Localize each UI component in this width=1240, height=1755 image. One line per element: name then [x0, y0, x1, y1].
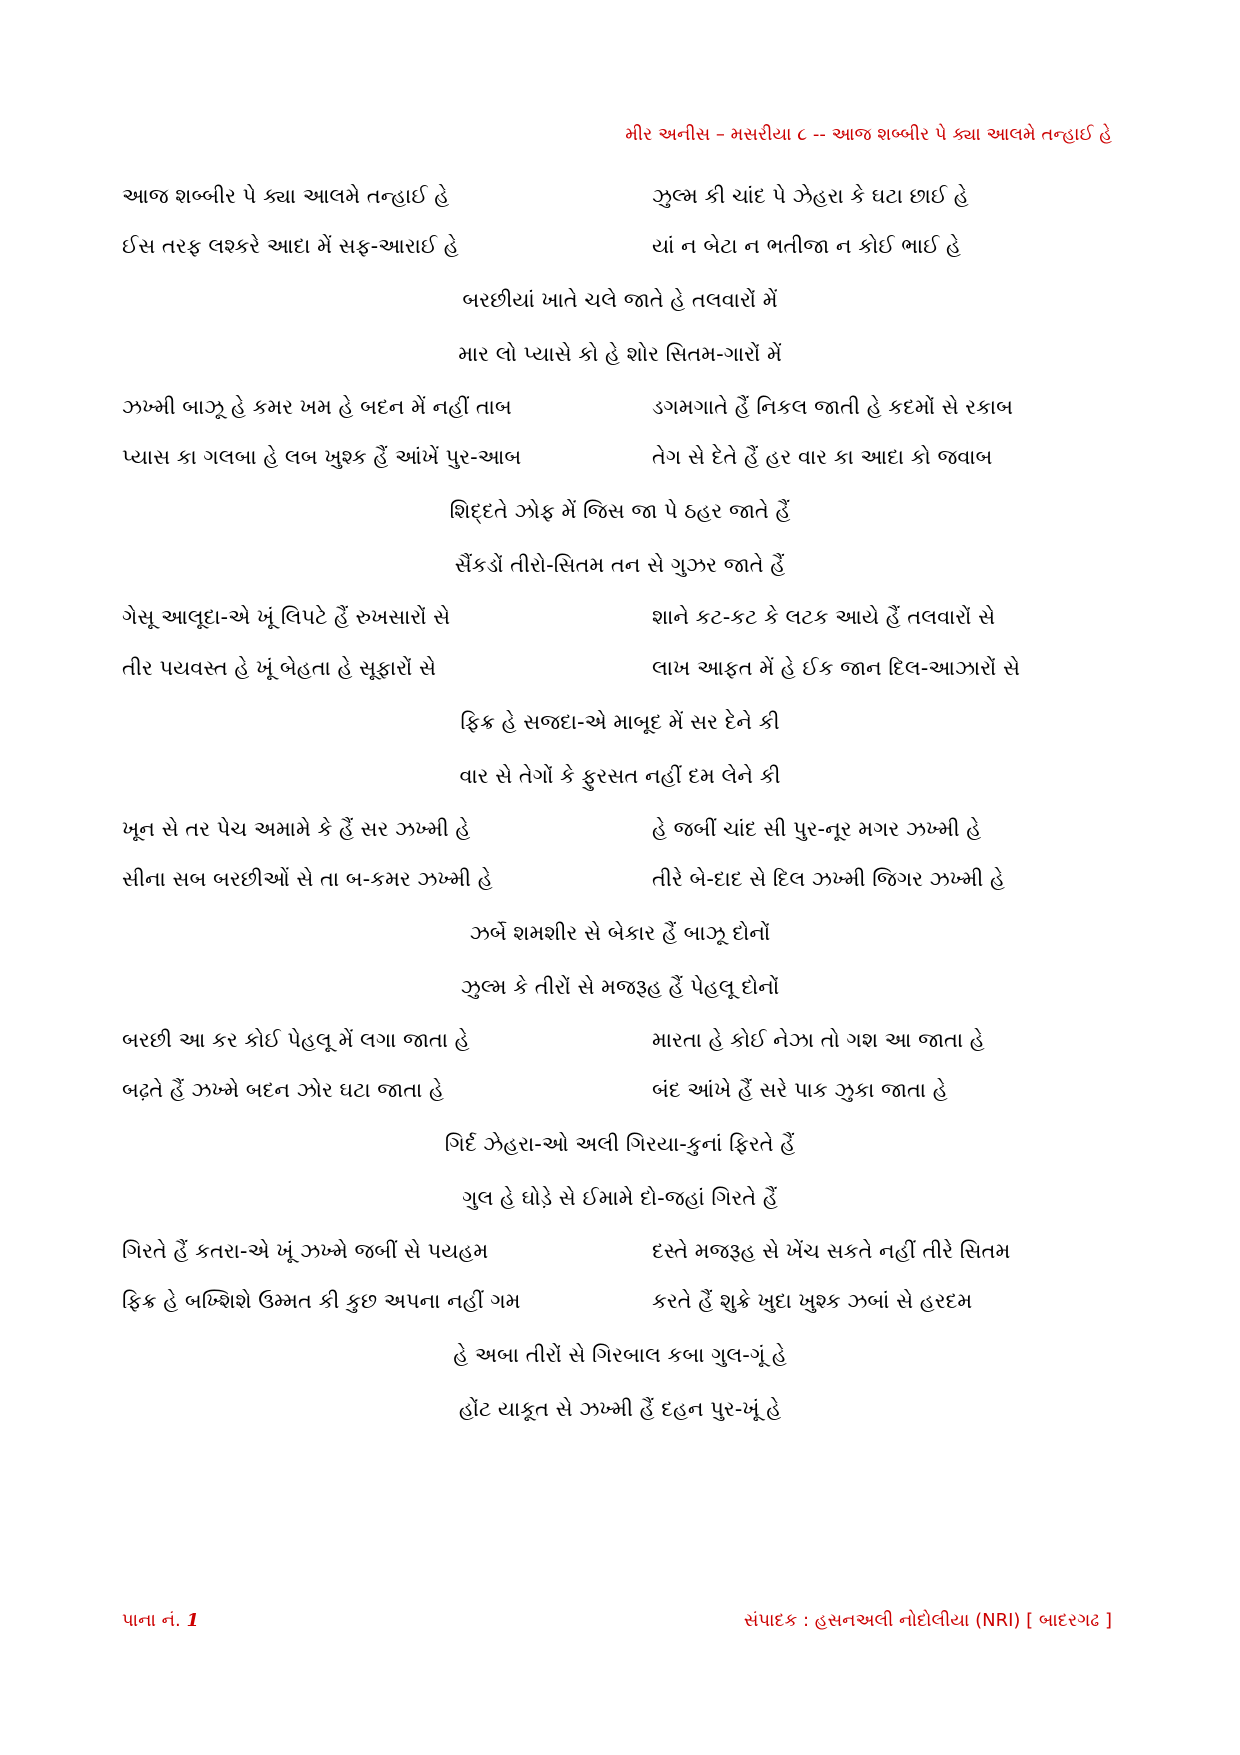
hemistich-right: તેગ સે દેતે હૈં હર વાર કા આદા કો જવાબ [652, 445, 993, 469]
page-number-footer [122, 1610, 199, 1631]
couplet-line [122, 1070, 1122, 1110]
couplet-line [122, 859, 1122, 899]
hemistich-left: આજ શબ્બીર પે ક્યા આલમે તન્હાઈ હે [122, 184, 450, 208]
couplet-line [122, 1020, 1122, 1060]
couplet-line [122, 387, 1122, 427]
couplet-line [122, 648, 1122, 688]
hemistich-right: દસ્તે મજરૂહ સે ખેંચ સકતે નહીં તીરે સિતમ [652, 1239, 1011, 1263]
refrain-line: સૈંકડોં તીરો-સિતમ તન સે ગુઝર જાતે હૈં [454, 553, 786, 577]
hemistich-right: ડગમગાતે હૈં નિકલ જાતી હે કદમોં સે રકાબ [652, 395, 1013, 419]
refrain-line: હોંટ યાકૂત સે ઝખ્મી હૈં દહન પુર-ખૂં હે [458, 1397, 782, 1421]
hemistich-right: ઝુલ્મ કી ચાંદ પે ઝેહરા કે ઘટા છાઈ હે [652, 184, 969, 208]
editor-credit: સંપાદક : હસનઅલી નોદોલીયા (NRI) [ બાદરગઢ ] [743, 1610, 1112, 1631]
refrain-line: ગુલ હે ઘોડ઼ે સે ઈમામે દો-જહાં ગિરતે હૈં [462, 1186, 778, 1210]
hemistich-left: ગેસૂ આલૂદા-એ ખૂં લિપટે હૈં રુખસારોં સે [122, 605, 451, 629]
refrain-line: ગિર્દ ઝેહરા-ઓ અલી ગિરયા-કુનાં ફિરતે હૈં [444, 1132, 796, 1156]
refrain-line: ઝુલ્મ કે તીરોં સે મજરૂહ હૈં પેહલૂ દોનોં [460, 975, 780, 999]
hemistich-left: ફિક્ર હે બખ્શિશે ઉમ્મત કી કુછ અપના નહીં ગમ [122, 1289, 521, 1313]
hemistich-left: ખૂન સે તર પેચ અમામે કે હૈં સર ઝખ્મી હે [122, 817, 471, 841]
hemistich-right: હે જબીં ચાંદ સી પુર-નૂર મગર ઝખ્મી હે [652, 817, 982, 841]
refrain-line: ઝર્બે શમશીર સે બેકાર હૈં બાઝૂ દોનોં [469, 921, 771, 945]
page-header-title: મીર અનીસ – મસરીયા ૮ -- આજ શબ્બીર પે ક્યા આલમે તન્હાઈ હે [625, 124, 1112, 145]
couplet-line [122, 1231, 1122, 1271]
couplet-line [122, 437, 1122, 477]
couplet-line [122, 226, 1122, 266]
hemistich-left: ઈસ તરફ લશ્કરે આદા મેં સફ-આરાઈ હે [122, 234, 459, 258]
refrain-line: શિદ્દતે ઝોફ મેં જિસ જા પે ઠહર જાતે હૈં [449, 499, 791, 523]
hemistich-left: તીર પયવસ્ત હે ખૂં બેહતા હે સૂફારોં સે [122, 656, 436, 680]
hemistich-left: પ્યાસ કા ગલબા હે લબ ખુશ્ક હૈં આંખેં પુર-આબ [122, 445, 522, 469]
hemistich-right: યાં ન બેટા ન ભતીજા ન કોઈ ભાઈ હે [652, 234, 961, 258]
hemistich-right: બંદ આંખે હૈં સરે પાક ઝુકા જાતા હે [652, 1078, 948, 1102]
couplet-line [122, 597, 1122, 637]
hemistich-right: મારતા હે કોઈ નેઝા તો ગશ આ જાતા હે [652, 1028, 985, 1052]
page-number-label: પાના નં. [122, 1610, 181, 1631]
hemistich-right: લાખ આફત મેં હે ઈક જાન દિલ-આઝારોં સે [652, 656, 1020, 680]
refrain-line: ફિક્ર હે સજદા-એ માબૂદ મેં સર દેને કી [460, 710, 780, 734]
hemistich-left: ગિરતે હૈં કતરા-એ ખૂં ઝખ્મે જબીં સે પયહમ [122, 1239, 489, 1263]
refrain-line: વાર સે તેગોં કે ફુરસત નહીં દમ લેને કી [459, 764, 781, 788]
refrain-line: બરછીયાં ખાતે ચલે જાતે હે તલવારોં મેં [462, 288, 778, 312]
refrain-line: હે અબા તીરોં સે ગિરબાલ કબા ગુલ-ગૂં હે [453, 1343, 787, 1367]
hemistich-left: ઝખ્મી બાઝૂ હે કમર ખમ હે બદન મેં નહીં તાબ [122, 395, 512, 419]
hemistich-left: સીના સબ બરછીઓં સે તા બ-કમર ઝખ્મી હે [122, 867, 493, 891]
hemistich-right: શાને કટ-કટ કે લટક આયે હૈં તલવારોં સે [652, 605, 996, 629]
couplet-line [122, 1281, 1122, 1321]
hemistich-right: તીરે બે-દાદ સે દિલ ઝખ્મી જિગર ઝખ્મી હે [652, 867, 1005, 891]
couplet-line [122, 176, 1122, 216]
couplet-line [122, 809, 1122, 849]
hemistich-left: બરછી આ કર કોઈ પેહલૂ મેં લગા જાતા હે [122, 1028, 470, 1052]
hemistich-left: બઢ઼તે હૈં ઝખ્મે બદન ઝોર ઘટા જાતા હે [122, 1078, 444, 1102]
page-number: 1 [186, 1610, 200, 1631]
refrain-line: માર લો પ્યાસે કો હે શોર સિતમ-ગારોં મેં [458, 342, 782, 366]
hemistich-right: કરતે હૈં શુક્રે ખુદા ખુશ્ક ઝબાં સે હરદમ [652, 1289, 973, 1313]
